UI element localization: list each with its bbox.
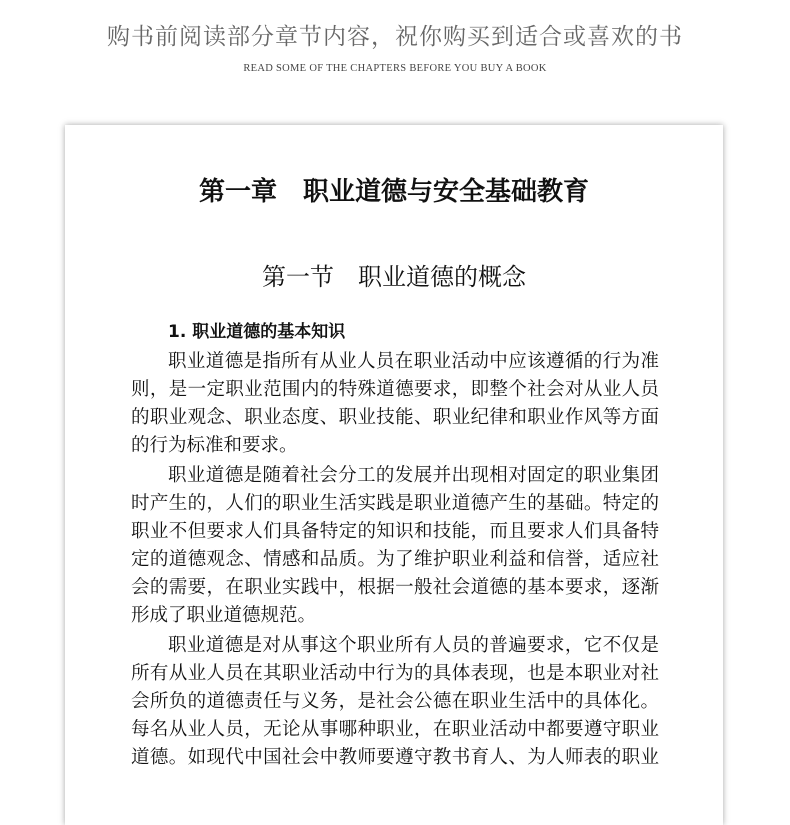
text-line: 职业不但要求人们具备特定的知识和技能，而且要求人们具备特 (131, 521, 659, 542)
text-line: 的行为标准和要求。 (131, 435, 298, 456)
book-page (65, 125, 723, 825)
subheading: 1. 职业道德的基本知识 (168, 322, 346, 342)
header-subtitle: READ SOME OF THE CHAPTERS BEFORE YOU BUY A BOOK (243, 63, 547, 74)
text-line: 则，是一定职业范围内的特殊道德要求，即整个社会对从业人员 (131, 379, 659, 400)
text-line: 所有从业人员在其职业活动中行为的具体表现，也是本职业对社 (131, 663, 659, 684)
text-line: 时产生的，人们的职业生活实践是职业道德产生的基础。特定的 (131, 493, 659, 514)
text-line: 道德。如现代中国社会中教师要遵守教书育人、为人师表的职业 (131, 747, 659, 768)
text-line: 职业道德是指所有从业人员在职业活动中应该遵循的行为准 (168, 351, 659, 372)
text-line: 职业道德是对从事这个职业所有人员的普遍要求，它不仅是 (168, 635, 659, 656)
text-line: 每名从业人员，无论从事哪种职业，在职业活动中都要遵守职业 (131, 719, 659, 740)
text-line: 职业道德是随着社会分工的发展并出现相对固定的职业集团 (168, 465, 659, 486)
text-line: 定的道德观念、情感和品质。为了维护职业利益和信誉，适应社 (131, 549, 659, 570)
chapter-title: 第一章 职业道德与安全基础教育 (198, 177, 589, 207)
paragraph (131, 632, 659, 772)
header-title: 购书前阅读部分章节内容，祝你购买到适合或喜欢的书 (107, 24, 683, 50)
section-title: 第一节 职业道德的概念 (262, 263, 526, 291)
text-line: 会的需要，在职业实践中，根据一般社会道德的基本要求，逐渐 (131, 577, 659, 598)
paragraph (131, 348, 659, 460)
paragraph (131, 462, 659, 630)
text-line: 的职业观念、职业态度、职业技能、职业纪律和职业作风等方面 (131, 407, 659, 428)
text-line: 会所负的道德责任与义务，是社会公德在职业生活中的具体化。 (131, 691, 659, 712)
text-line: 形成了职业道德规范。 (131, 605, 317, 626)
body-text (131, 318, 659, 772)
